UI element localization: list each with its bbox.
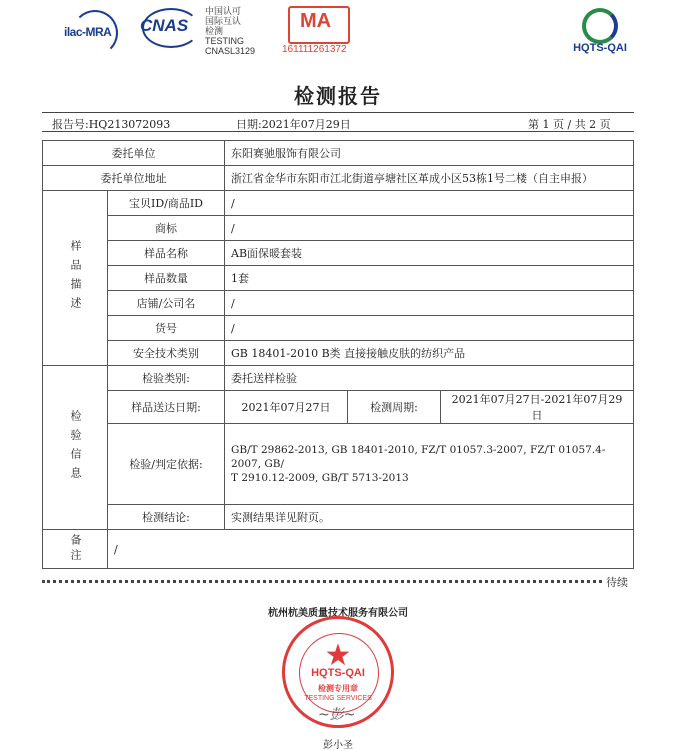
client-name-value: 东阳赛驰服饰有限公司: [225, 141, 634, 166]
sample-row-label: 样品名称: [108, 241, 225, 266]
table-row: [43, 341, 634, 366]
hqts-magnifier-icon: [582, 8, 618, 44]
test-period-label: 检测周期:: [348, 391, 441, 424]
inspection-category-label: 检验类别:: [108, 366, 225, 391]
seal-testing: TESTING SERVICES: [304, 695, 372, 702]
table-row: [43, 424, 634, 505]
continued-label: 待续: [606, 576, 628, 589]
seal-use: 检测专用章: [318, 684, 358, 693]
conclusion-value: 实测结果详见附页。: [225, 505, 634, 530]
sample-row-value: /: [225, 216, 634, 241]
inspection-group-label: 检验信息: [43, 366, 108, 530]
header-rule-bottom: [42, 131, 634, 132]
star-icon: ★: [324, 638, 352, 673]
client-address-label: 委托单位地址: [43, 166, 225, 191]
table-row: [43, 266, 634, 291]
table-row: [43, 366, 634, 391]
sample-row-label: 安全技术类别: [108, 341, 225, 366]
report-date: 日期:2021年07月29日: [236, 118, 351, 131]
table-row: [43, 391, 634, 424]
cnas-line: 检测: [205, 26, 224, 36]
sample-group-label: 样品描述: [43, 191, 108, 366]
table-row: [43, 166, 634, 191]
basis-line: T 2910.12-2009, GB/T 5713-2013: [231, 472, 409, 484]
inspection-category-value: 委托送样检验: [225, 366, 634, 391]
sample-row-label: 货号: [108, 316, 225, 341]
seal-name: HQTS-QAI: [311, 667, 365, 679]
client-address-value: 浙江省金华市东阳市江北街道亭塘社区革成小区53栋1号二楼（自主申报）: [225, 166, 634, 191]
ilac-mra-logo: [62, 8, 126, 52]
basis-line: GB/T 29862-2013, GB 18401-2010, FZ/T 01057.3-2007, FZ/T 01057.4-2007, GB/: [231, 444, 606, 470]
continuation-dots: [42, 580, 602, 583]
page-indicator: 第 1 页 / 共 2 页: [528, 118, 611, 131]
cma-number: 161111261372: [282, 44, 347, 55]
report-table: [42, 140, 634, 569]
ilac-logo-text: ilac-MRA: [64, 25, 112, 39]
handwritten-signature: ~彭~: [318, 707, 356, 723]
cnas-accreditation-text: [205, 6, 275, 56]
table-row: [43, 216, 634, 241]
sample-row-label: 宝贝ID/商品ID: [108, 191, 225, 216]
table-row: [43, 505, 634, 530]
cnas-line: 中国认可: [205, 6, 242, 16]
cnas-logo-text: CNAS: [140, 16, 189, 35]
table-row: [43, 291, 634, 316]
table-row: [43, 316, 634, 341]
table-row: [43, 141, 634, 166]
logo-bar: [0, 0, 676, 68]
sample-row-label: 店铺/公司名: [108, 291, 225, 316]
table-row: [43, 191, 634, 216]
header-rule-top: [42, 112, 634, 113]
cma-logo-text: MA: [300, 10, 332, 32]
hqts-logo: [560, 8, 640, 58]
cnas-line: 国际互认: [205, 16, 242, 26]
sample-row-value: 1套: [225, 266, 634, 291]
remarks-label: 备注: [43, 530, 108, 569]
cnas-logo: [138, 6, 200, 48]
conclusion-label: 检测结论:: [108, 505, 225, 530]
basis-value: [225, 424, 634, 505]
arrival-date-label: 样品送达日期:: [108, 391, 225, 424]
report-number: 报告号:HQ213072093: [52, 118, 171, 131]
hqts-logo-text: HQTS-QAI: [573, 42, 627, 54]
cma-logo: [282, 4, 354, 44]
table-row: [43, 241, 634, 266]
test-period-value: 2021年07月27日-2021年07月29日: [441, 391, 634, 424]
arrival-date-value: 2021年07月27日: [225, 391, 348, 424]
remarks-value: /: [108, 530, 634, 569]
cnas-line: CNASL3129: [205, 46, 256, 56]
basis-label: 检验/判定依据:: [108, 424, 225, 505]
sample-row-value: AB面保暖套装: [225, 241, 634, 266]
sample-row-value: /: [225, 316, 634, 341]
signer-name: 彭小圣: [323, 740, 353, 751]
issuing-company: 杭州杭美质量技术服务有限公司: [268, 608, 408, 619]
client-name-label: 委托单位: [43, 141, 225, 166]
table-row: [43, 530, 634, 569]
cnas-line: TESTING: [205, 36, 245, 46]
sample-row-label: 样品数量: [108, 266, 225, 291]
report-title: 检测报告: [294, 84, 382, 108]
sample-row-label: 商标: [108, 216, 225, 241]
sample-row-value: /: [225, 291, 634, 316]
sample-row-value: GB 18401-2010 B类 直接接触皮肤的纺织产品: [225, 341, 634, 366]
sample-row-value: /: [225, 191, 634, 216]
